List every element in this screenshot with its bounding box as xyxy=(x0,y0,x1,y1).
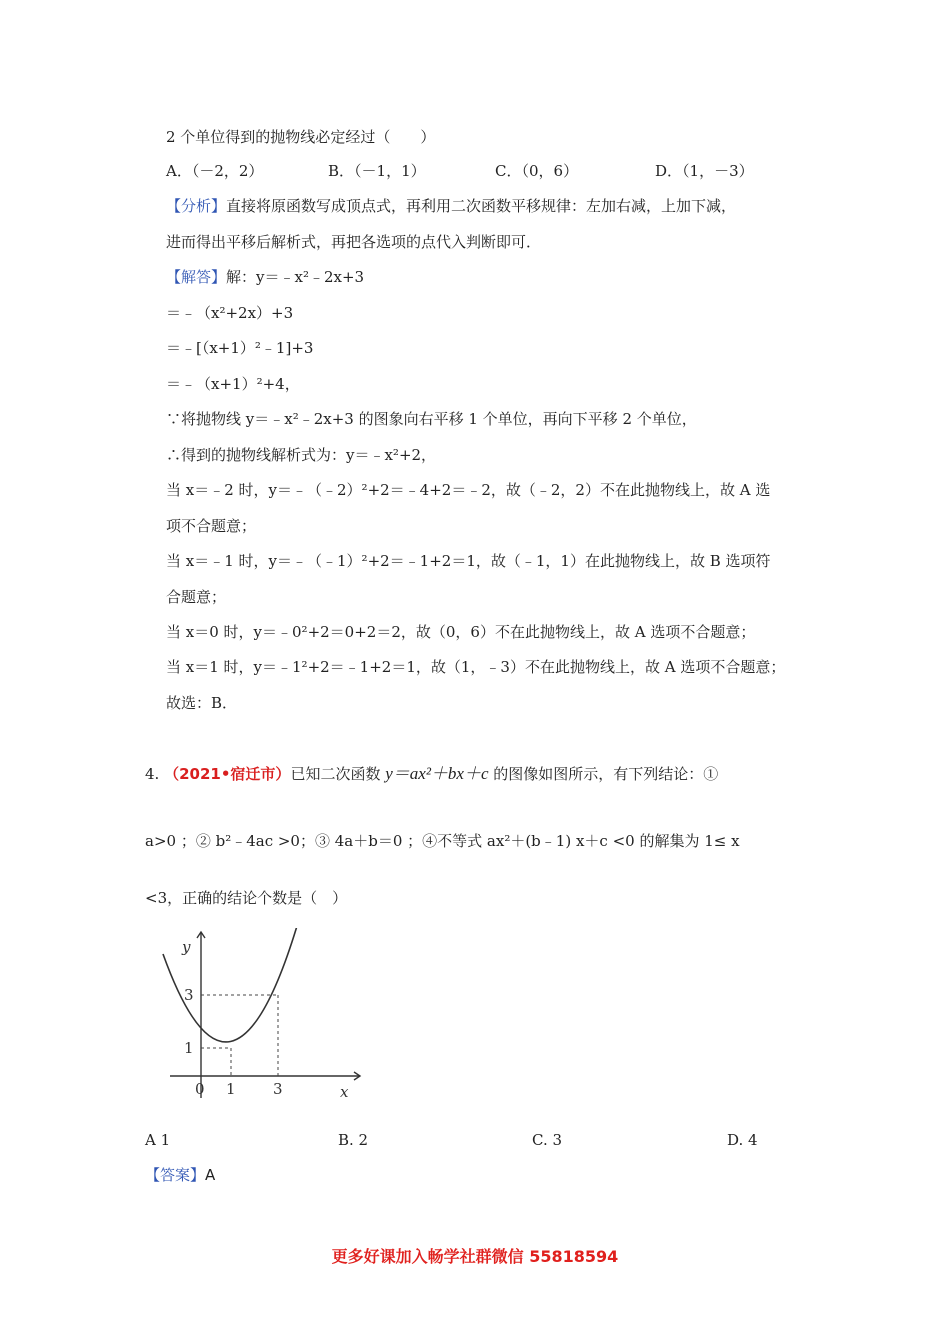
answer-value: A xyxy=(205,1166,216,1184)
option-c: C．（0，6） xyxy=(495,162,579,180)
tick-y3: 3 xyxy=(184,986,194,1004)
question-intro: 2 个单位得到的抛物线必定经过（ ） xyxy=(166,128,436,146)
analysis-text-1: 直接将原函数写成顶点式，再利用二次函数平移规律：左加右减，上加下减， xyxy=(226,197,737,215)
solution-line-3: ＝﹣（x+1）²+4， xyxy=(166,375,300,393)
question-4-line-3: <3，正确的结论个数是（ ） xyxy=(145,889,348,907)
question-text-b: 的图像如图所示，有下列结论：① xyxy=(493,765,719,783)
footer-promo: 更多好课加入畅学社群微信 55818594 xyxy=(331,1247,619,1266)
solution-line-9: 合题意； xyxy=(166,588,227,606)
question-text-a: 已知二次函数 xyxy=(290,765,381,783)
solution-line-7: 项不合题意； xyxy=(166,517,257,535)
q4-option-c: C. 3 xyxy=(532,1131,563,1149)
q4-option-d: D. 4 xyxy=(727,1131,758,1149)
question-4-line-2: a>0 ；② b²﹣4ac >0；③ 4a＋b＝0 ；④不等式 ax²＋(b﹣1) x＋c <0 的解集为 1≤ x xyxy=(145,832,740,850)
solution-line-12: 故选：B． xyxy=(166,694,238,712)
y-axis-label: y xyxy=(182,938,191,956)
tick-x1: 1 xyxy=(226,1080,236,1098)
solution-line-0 xyxy=(166,267,364,287)
parabola-graph xyxy=(160,928,370,1103)
q4-option-a: A 1 xyxy=(145,1131,171,1149)
q4-option-b: B. 2 xyxy=(338,1131,369,1149)
analysis-tag: 【分析】 xyxy=(166,197,227,215)
question-source: （2021•宿迁市） xyxy=(164,765,291,783)
solution-tag: 【解答】 xyxy=(166,268,227,286)
solution-line-5: ∴得到的抛物线解析式为：y＝﹣x²+2， xyxy=(166,446,437,464)
tick-y1: 1 xyxy=(184,1039,194,1057)
solution-line-11: 当 x＝1 时，y＝﹣1²+2＝﹣1+2＝1，故（1，﹣3）不在此抛物线上，故 A 选项不合题意； xyxy=(166,658,786,676)
tick-x3: 3 xyxy=(273,1080,283,1098)
option-d: D．（1，－3） xyxy=(655,162,754,180)
option-b: B．（－1，1） xyxy=(328,162,426,180)
question-number: 4. xyxy=(145,765,160,783)
answer-tag: 【答案】 xyxy=(145,1166,206,1184)
origin-label: 0 xyxy=(195,1080,205,1098)
function-formula: y＝ax²＋bx＋c xyxy=(385,764,489,783)
solution-line-10: 当 x＝0 时，y＝﹣0²+2＝0+2＝2，故（0，6）不在此抛物线上，故 A 选项不合题意； xyxy=(166,623,756,641)
analysis-line-2: 进而得出平移后解析式，再把各选项的点代入判断即可． xyxy=(166,233,542,251)
x-axis-label: x xyxy=(340,1083,349,1101)
answer-line xyxy=(145,1165,215,1185)
option-a: A．（－2，2） xyxy=(166,162,264,180)
solution-line-4: ∵将抛物线 y＝﹣x²﹣2x+3 的图象向右平移 1 个单位，再向下平移 2 个单位， xyxy=(166,410,697,428)
analysis-line-1 xyxy=(166,196,736,216)
solution-line-6: 当 x＝﹣2 时，y＝﹣（﹣2）²+2＝﹣4+2＝﹣2，故（﹣2，2）不在此抛物线上，故 A 选 xyxy=(166,481,771,499)
question-4-line-1 xyxy=(145,764,718,784)
solution-line-8: 当 x＝﹣1 时，y＝﹣（﹣1）²+2＝﹣1+2＝1，故（﹣1，1）在此抛物线上，故 B 选项符 xyxy=(166,552,771,570)
solution-line-1: ＝﹣（x²+2x）+3 xyxy=(166,304,294,322)
solution-line-2: ＝﹣[（x+1）²﹣1]+3 xyxy=(166,339,314,357)
solution-text: 解：y＝﹣x²﹣2x+3 xyxy=(226,268,365,286)
